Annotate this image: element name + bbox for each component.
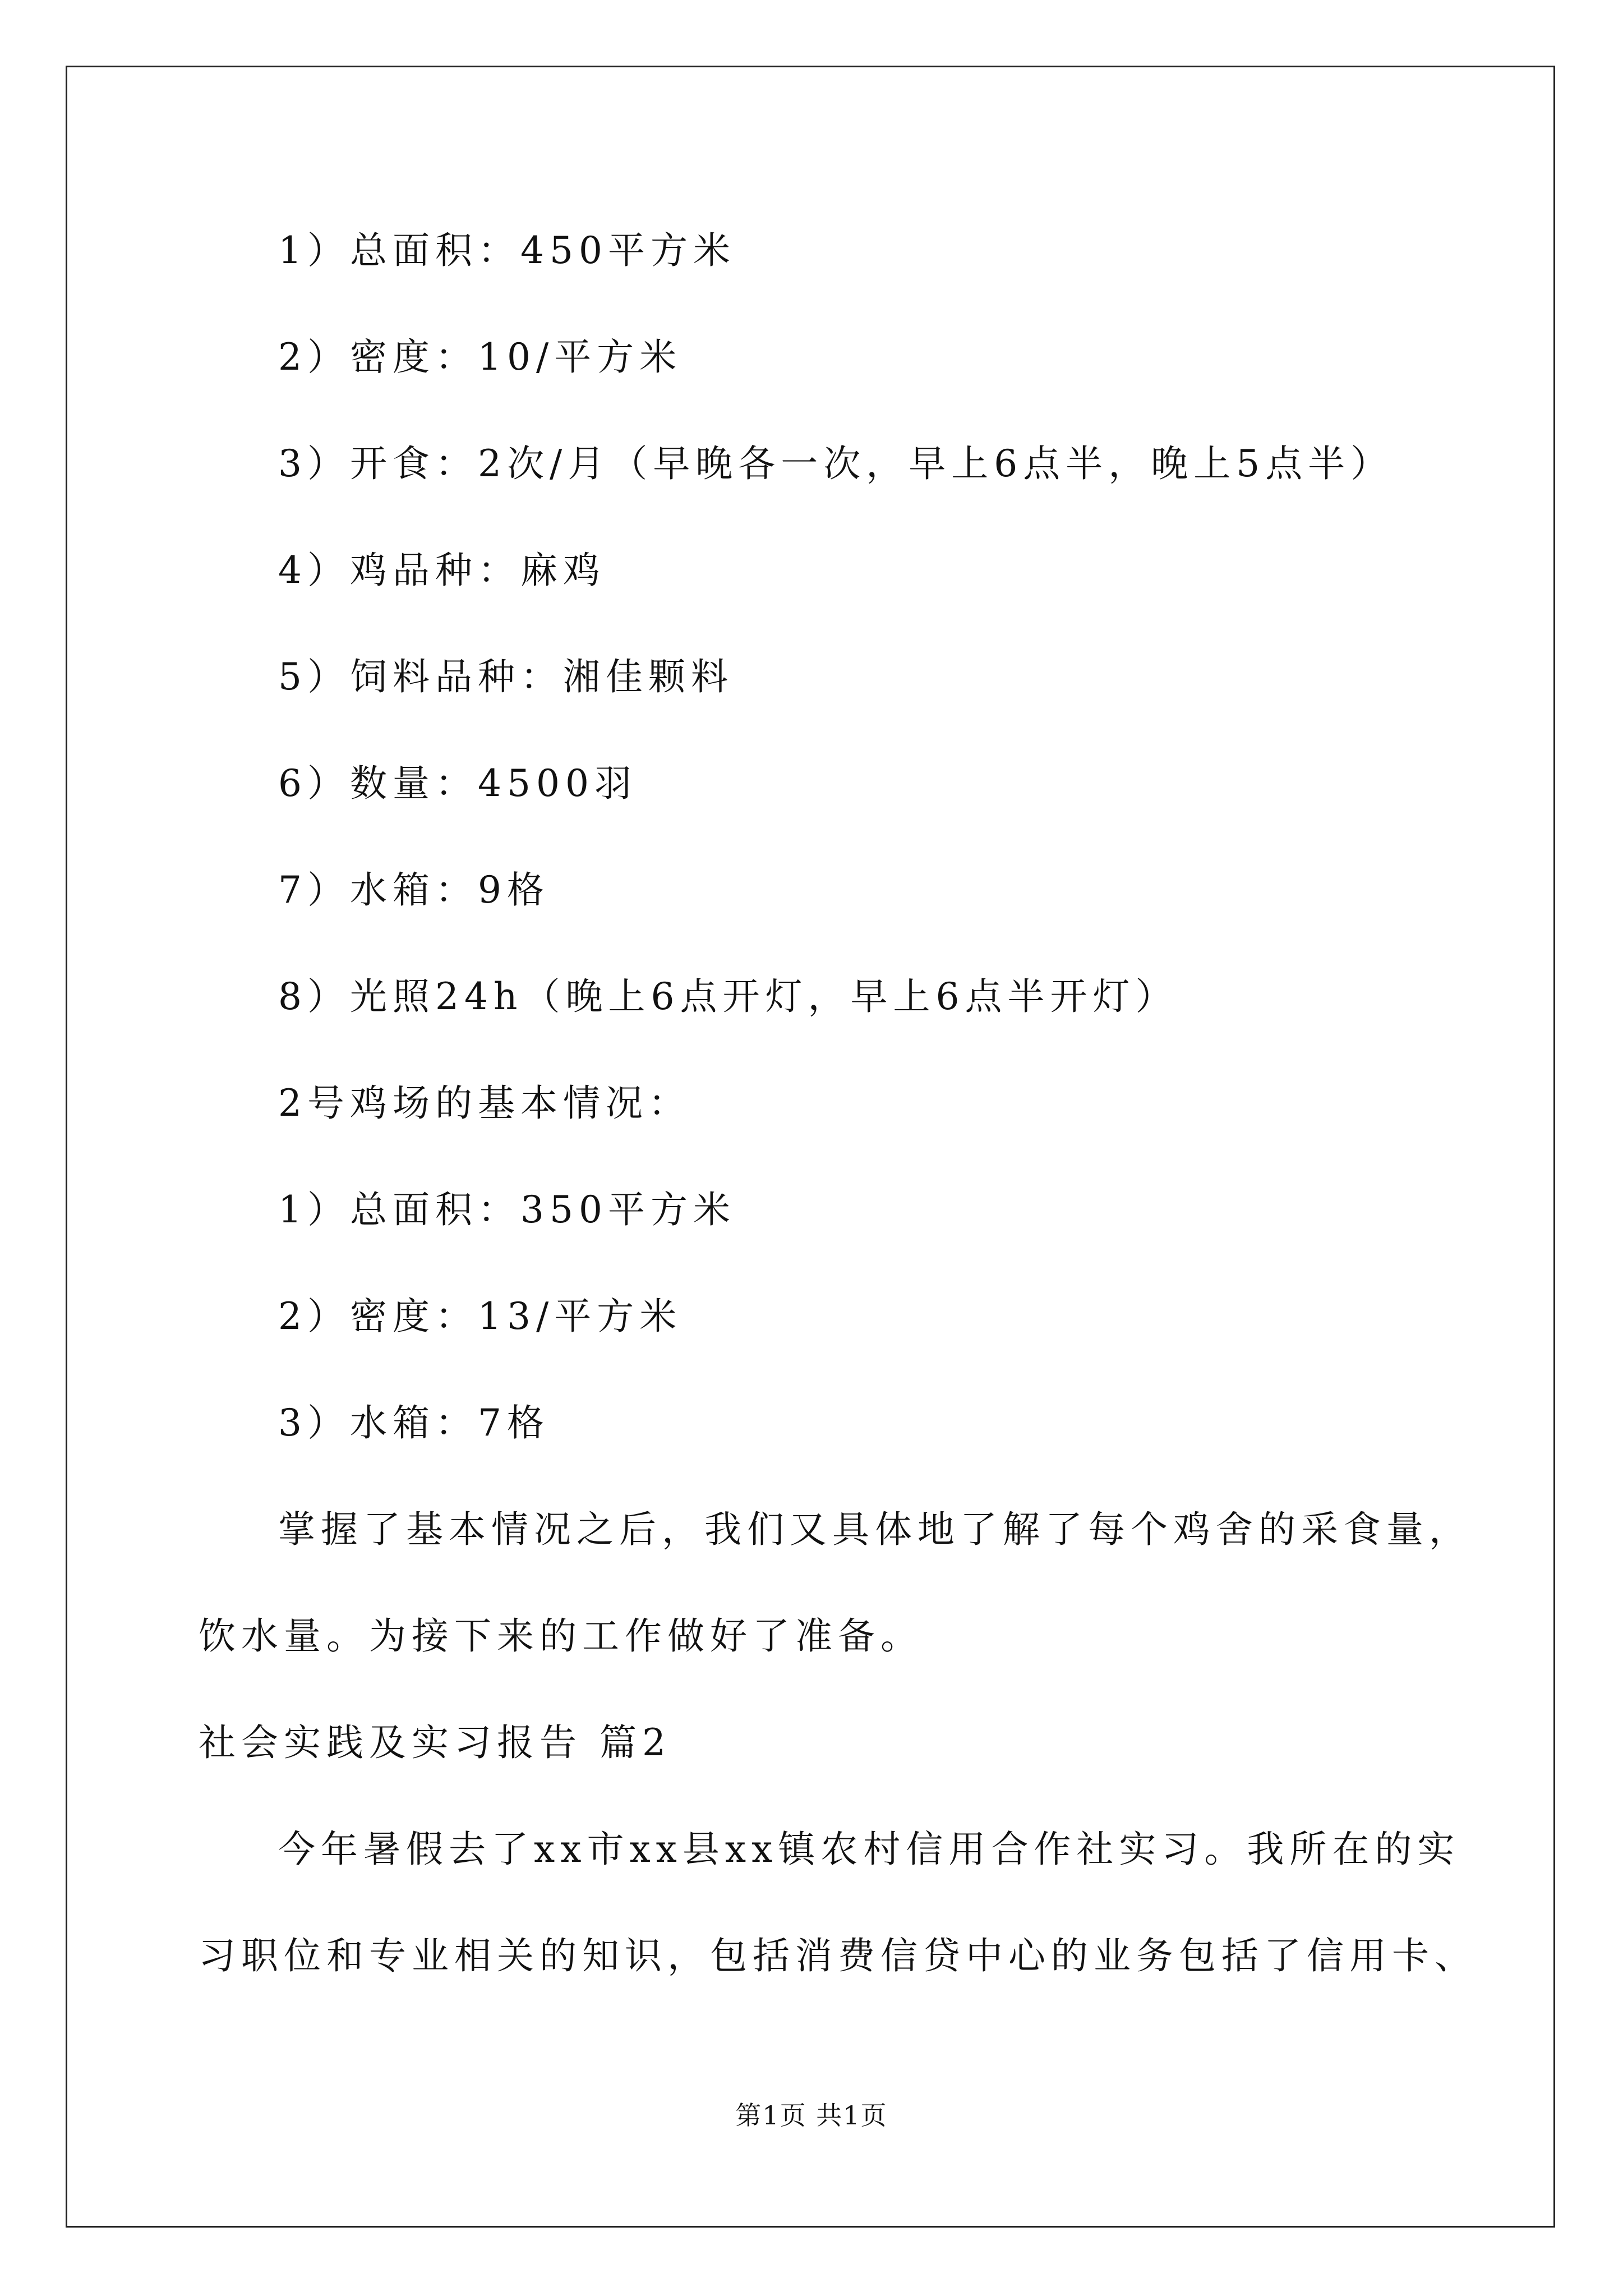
section-heading: 社会实践及实习报告 篇2 [199, 1721, 671, 1764]
paragraph-line: 饮水量。为接下来的工作做好了准备。 [199, 1614, 923, 1658]
text-line: 5）饲料品种：湘佳颗料 [278, 655, 734, 698]
text-line: 7）水箱：9格 [278, 868, 550, 912]
text-line: 8）光照24h（晚上6点开灯，早上6点半开灯） [278, 975, 1178, 1018]
text-line: 2）密度：13/平方米 [278, 1295, 683, 1338]
page-border [66, 66, 1555, 2228]
text-line: 6）数量：4500羽 [278, 762, 637, 805]
text-line: 2号鸡场的基本情况： [278, 1082, 691, 1125]
text-line: 4）鸡品种：麻鸡 [278, 549, 606, 592]
text-line: 3）水箱：7格 [278, 1401, 550, 1444]
text-line: 2）密度：10/平方米 [278, 335, 683, 379]
paragraph-line: 习职位和专业相关的知识，包括消费信贷中心的业务包括了信用卡、 [199, 1934, 1477, 1977]
text-line: 3）开食：2次/月（早晚各一次，早上6点半，晚上5点半） [278, 442, 1394, 485]
paragraph-line: 今年暑假去了xx市xx县xx镇农村信用合作社实习。我所在的实 [278, 1828, 1460, 1871]
page-footer: 第1页 共1页 [735, 2100, 888, 2131]
paragraph-line: 掌握了基本情况之后，我们又具体地了解了每个鸡舍的采食量， [278, 1508, 1472, 1551]
text-line: 1）总面积：350平方米 [278, 1188, 736, 1231]
text-line: 1）总面积：450平方米 [278, 229, 736, 272]
